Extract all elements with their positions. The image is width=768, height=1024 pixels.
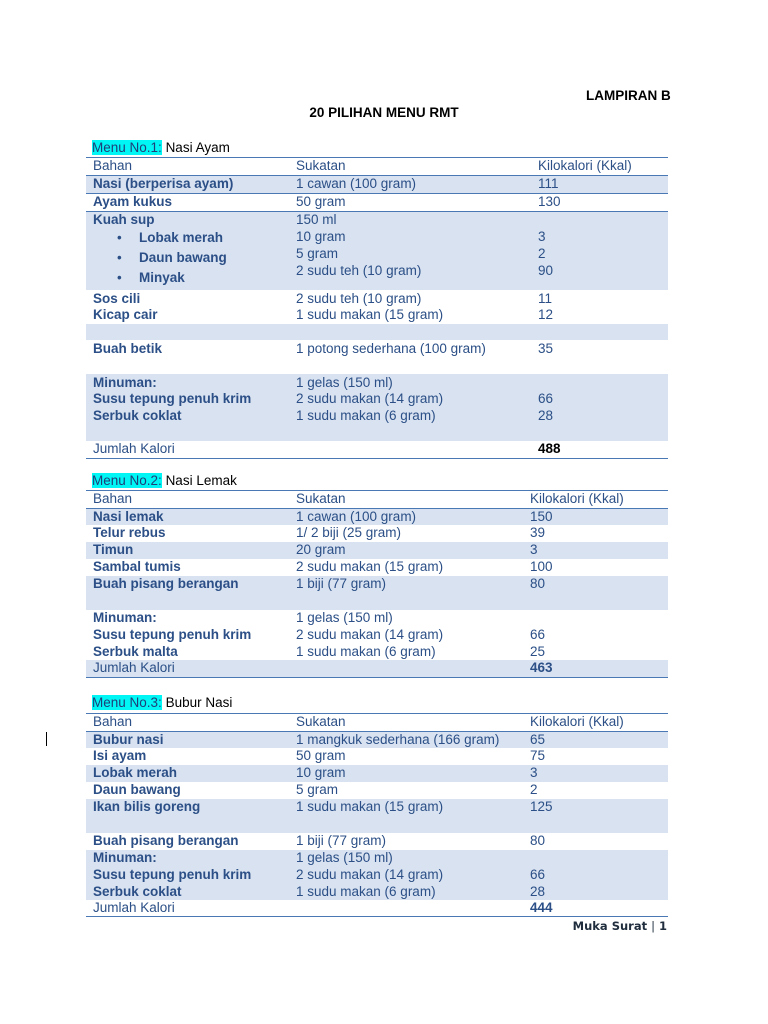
ingredient: Buah pisang berangan [93, 576, 239, 591]
table-header-row [86, 713, 668, 731]
measure: 1 gelas (150 ml) [296, 610, 393, 625]
kcal: 2 [530, 782, 538, 797]
menu-1-number: Menu No.1: [92, 140, 162, 155]
kcal: 80 [530, 833, 546, 848]
measure: 2 sudu teh (10 gram) [296, 291, 422, 306]
kcal: 3 [538, 229, 546, 244]
document-title: 20 PILIHAN MENU RMT [309, 105, 459, 120]
table-row [86, 175, 668, 193]
column-header-kilokalori: Kilokalori (Kkal) [538, 158, 632, 173]
ingredient: Minuman: [93, 610, 157, 625]
column-header-sukatan: Sukatan [296, 158, 346, 173]
table-row [86, 833, 668, 850]
total-label: Jumlah Kalori [93, 900, 175, 915]
measure: 150 ml [296, 212, 337, 227]
kcal: 28 [538, 408, 554, 423]
table-header-row [86, 490, 668, 508]
table-row [86, 782, 668, 799]
table-row [86, 340, 668, 374]
menu-2-heading [92, 473, 237, 488]
ingredient: Ayam kukus [93, 194, 173, 209]
ingredient: Serbuk coklat [93, 884, 182, 899]
ingredient: Sos cili [93, 291, 141, 306]
menu-3-heading [92, 695, 232, 710]
ingredient: Kuah sup [93, 212, 155, 227]
ingredient: Susu tepung penuh krim [93, 627, 252, 642]
ingredient: Isi ayam [93, 748, 147, 763]
table-row [86, 765, 668, 782]
measure: 1 sudu makan (6 gram) [296, 884, 436, 899]
table-total-row [86, 900, 668, 917]
ingredient: Buah pisang berangan [93, 833, 239, 848]
table-row-minuman [86, 850, 668, 900]
total-value: 444 [530, 900, 553, 915]
measure: 10 gram [296, 229, 346, 244]
menu-2-table [86, 490, 668, 678]
kcal: 66 [530, 627, 546, 642]
table-row [86, 799, 668, 833]
measure: 1/ 2 biji (25 gram) [296, 525, 402, 540]
column-header-bahan: Bahan [93, 158, 133, 173]
table-row [86, 731, 668, 748]
ingredient: Bubur nasi [93, 732, 164, 747]
table-row [86, 525, 668, 542]
table-row [86, 193, 668, 211]
measure: 1 sudu makan (15 gram) [296, 307, 444, 322]
menu-3-number: Menu No.3: [92, 695, 162, 710]
measure: 2 sudu makan (15 gram) [296, 559, 444, 574]
ingredient: Daun bawang [93, 782, 181, 797]
table-row-spacer [86, 324, 668, 340]
kcal: 3 [530, 765, 538, 780]
kcal: 75 [530, 748, 546, 763]
ingredient: • Lobak merah [139, 230, 223, 247]
menu-1-name: Nasi Ayam [165, 140, 230, 155]
menu-3-name: Bubur Nasi [165, 695, 233, 710]
ingredient: Nasi (berperisa ayam) [93, 176, 234, 191]
kcal: 3 [530, 542, 538, 557]
measure: 2 sudu teh (10 gram) [296, 263, 422, 278]
table-row [86, 508, 668, 525]
kcal: 11 [538, 291, 553, 306]
column-header-sukatan: Sukatan [296, 491, 346, 506]
kcal: 65 [530, 732, 546, 747]
kcal: 25 [530, 644, 546, 659]
kcal: 66 [538, 391, 554, 406]
kcal: 39 [530, 525, 546, 540]
ingredient: Susu tepung penuh krim [93, 391, 252, 406]
table-row [86, 576, 668, 610]
column-header-bahan: Bahan [93, 491, 133, 506]
table-row [86, 290, 668, 324]
measure: 10 gram [296, 765, 346, 780]
kcal: 28 [530, 884, 546, 899]
ingredient: Lobak merah [93, 765, 178, 780]
table-row-kuah-sup [86, 211, 668, 290]
page-number: 1 [658, 919, 667, 933]
table-row-minuman [86, 374, 668, 441]
ingredient: Buah betik [93, 341, 163, 356]
ingredient: Timun [93, 542, 134, 557]
measure: 20 gram [296, 542, 346, 557]
menu-1-heading [92, 140, 230, 155]
column-header-kilokalori: Kilokalori (Kkal) [530, 714, 624, 729]
total-value: 463 [530, 660, 553, 675]
kcal: 100 [530, 559, 553, 574]
table-row [86, 559, 668, 576]
measure: 50 gram [296, 748, 346, 763]
measure: 1 sudu makan (15 gram) [296, 799, 444, 814]
kcal: 2 [538, 246, 546, 261]
menu-2-number: Menu No.2: [92, 473, 162, 488]
kcal: 90 [538, 263, 554, 278]
column-header-kilokalori: Kilokalori (Kkal) [530, 491, 624, 506]
ingredient: Sambal tumis [93, 559, 181, 574]
appendix-label: LAMPIRAN B [586, 88, 671, 103]
measure: 1 sudu makan (6 gram) [296, 644, 436, 659]
ingredient: Serbuk coklat [93, 408, 182, 423]
menu-1-table [86, 157, 668, 459]
measure: 1 gelas (150 ml) [296, 375, 393, 390]
ingredient: • Minyak [139, 270, 185, 287]
table-row [86, 748, 668, 765]
measure: 1 biji (77 gram) [296, 833, 387, 848]
menu-3-table [86, 713, 668, 917]
kcal: 66 [530, 867, 546, 882]
table-total-row [86, 441, 668, 459]
ingredient: Serbuk malta [93, 644, 178, 659]
total-label: Jumlah Kalori [93, 441, 175, 456]
kcal: 111 [538, 176, 559, 191]
measure: 2 sudu makan (14 gram) [296, 867, 444, 882]
measure: 1 sudu makan (6 gram) [296, 408, 436, 423]
measure: 1 cawan (100 gram) [296, 509, 417, 524]
table-row [86, 542, 668, 559]
kcal: 130 [538, 194, 561, 209]
ingredient: Nasi lemak [93, 509, 164, 524]
kcal: 35 [538, 341, 554, 356]
measure: 1 gelas (150 ml) [296, 850, 393, 865]
measure: 5 gram [296, 782, 339, 797]
menu-2-name: Nasi Lemak [165, 473, 237, 488]
kcal: 125 [530, 799, 553, 814]
ingredient: Minuman: [93, 375, 157, 390]
kcal: 80 [530, 576, 546, 591]
column-header-sukatan: Sukatan [296, 714, 346, 729]
measure: 1 cawan (100 gram) [296, 176, 417, 191]
page-footer [573, 919, 667, 933]
table-total-row [86, 660, 668, 678]
footer-separator: | [651, 919, 655, 933]
measure: 1 biji (77 gram) [296, 576, 387, 591]
ingredient: Minuman: [93, 850, 157, 865]
measure: 1 potong sederhana (100 gram) [296, 341, 486, 356]
total-label: Jumlah Kalori [93, 660, 175, 675]
page-label: Muka Surat [572, 919, 648, 933]
measure: 2 sudu makan (14 gram) [296, 391, 444, 406]
column-header-bahan: Bahan [93, 714, 133, 729]
ingredient: Susu tepung penuh krim [93, 867, 252, 882]
kcal: 150 [530, 509, 553, 524]
total-value: 488 [538, 441, 561, 456]
table-header-row [86, 157, 668, 175]
kcal: 12 [538, 307, 554, 322]
text-cursor [46, 732, 47, 746]
table-row-minuman [86, 610, 668, 660]
ingredient: Telur rebus [93, 525, 166, 540]
ingredient: • Daun bawang [139, 250, 227, 267]
ingredient: Kicap cair [93, 307, 158, 322]
measure: 2 sudu makan (14 gram) [296, 627, 444, 642]
measure: 50 gram [296, 194, 346, 209]
ingredient: Ikan bilis goreng [93, 799, 201, 814]
measure: 1 mangkuk sederhana (166 gram) [296, 732, 500, 747]
measure: 5 gram [296, 246, 339, 261]
